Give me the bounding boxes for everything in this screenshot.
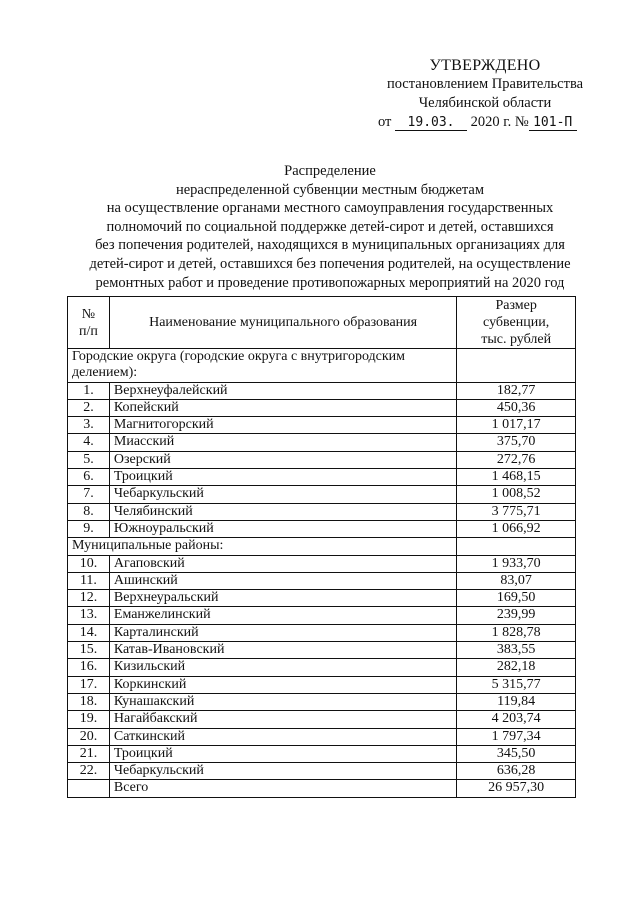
row-name: Миасский — [109, 434, 456, 451]
row-number: 4. — [68, 434, 110, 451]
section-empty-cell — [457, 349, 576, 383]
decree-number: 101-П — [529, 116, 577, 131]
row-name: Катав-Ивановский — [109, 642, 456, 659]
table-row — [68, 745, 576, 762]
row-number: 14. — [68, 624, 110, 641]
section2-rows — [68, 555, 576, 780]
document-title — [60, 162, 600, 292]
row-value: 5 315,77 — [457, 676, 576, 693]
row-value: 1 797,34 — [457, 728, 576, 745]
row-number: 7. — [68, 486, 110, 503]
approved-heading: УТВЕРЖДЕНО — [429, 57, 541, 74]
title-line-5: без попечения родителей, находящихся в муниципальных организациях для — [95, 237, 565, 254]
row-name: Южноуральский — [109, 520, 456, 537]
table-row — [68, 486, 576, 503]
table-row — [68, 590, 576, 607]
header-value-line-1: Размер — [495, 298, 537, 313]
row-value: 1 008,52 — [457, 486, 576, 503]
table-row — [68, 711, 576, 728]
row-name: Верхнеуфалейский — [109, 382, 456, 399]
row-name: Нагайбакский — [109, 711, 456, 728]
table-row — [68, 555, 576, 572]
section-label: Муниципальные районы: — [68, 538, 457, 555]
row-value: 1 066,92 — [457, 520, 576, 537]
header-name: Наименование муниципального образования — [109, 297, 456, 349]
table-row — [68, 520, 576, 537]
header-value-line-2: субвенции, — [483, 315, 550, 330]
row-name: Агаповский — [109, 555, 456, 572]
header-number-line-2: п/п — [79, 323, 98, 339]
row-name: Кизильский — [109, 659, 456, 676]
table-row — [68, 607, 576, 624]
row-value: 182,77 — [457, 382, 576, 399]
row-name: Карталинский — [109, 624, 456, 641]
table-row — [68, 676, 576, 693]
approval-stamp — [360, 56, 610, 132]
row-number: 9. — [68, 520, 110, 537]
table-row — [68, 624, 576, 641]
row-value: 1 468,15 — [457, 469, 576, 486]
row-number: 11. — [68, 572, 110, 589]
section-label: Городские округа (городские округа с внутригородским делением): — [68, 349, 457, 383]
row-number: 19. — [68, 711, 110, 728]
total-row — [68, 780, 576, 797]
section-empty-cell — [457, 538, 576, 555]
row-number: 17. — [68, 676, 110, 693]
from-label: от — [378, 114, 392, 130]
row-number: 16. — [68, 659, 110, 676]
section1-rows — [68, 382, 576, 538]
table-row — [68, 763, 576, 780]
row-name: Челябинский — [109, 503, 456, 520]
header-value-line-3: тыс. рублей — [481, 332, 552, 347]
row-number: 18. — [68, 693, 110, 710]
row-value: 272,76 — [457, 451, 576, 468]
row-number: 6. — [68, 469, 110, 486]
section-municipal-districts — [68, 538, 576, 555]
row-number: 8. — [68, 503, 110, 520]
total-label: Всего — [109, 780, 456, 797]
row-name: Чебаркульский — [109, 763, 456, 780]
row-value: 83,07 — [457, 572, 576, 589]
row-name: Еманжелинский — [109, 607, 456, 624]
header-number — [68, 297, 110, 349]
table-row — [68, 728, 576, 745]
row-value: 450,36 — [457, 399, 576, 416]
year-label: 2020 г. № — [470, 114, 529, 130]
row-number: 21. — [68, 745, 110, 762]
row-number: 2. — [68, 399, 110, 416]
approval-line-2: Челябинской области — [418, 95, 552, 111]
row-value: 1 933,70 — [457, 555, 576, 572]
row-name: Верхнеуральский — [109, 590, 456, 607]
table-header-row — [68, 297, 576, 349]
row-name: Магнитогорский — [109, 417, 456, 434]
header-number-line-1: № — [81, 306, 96, 322]
title-line-7: ремонтных работ и проведение противопожарных мероприятий на 2020 год — [95, 274, 565, 291]
row-name: Троицкий — [109, 745, 456, 762]
table-row — [68, 503, 576, 520]
section-urban-districts — [68, 349, 576, 383]
row-value: 169,50 — [457, 590, 576, 607]
row-value: 4 203,74 — [457, 711, 576, 728]
table-row — [68, 693, 576, 710]
row-value: 383,55 — [457, 642, 576, 659]
row-number: 15. — [68, 642, 110, 659]
row-value: 119,84 — [457, 693, 576, 710]
decree-date: 19.03. — [395, 116, 467, 131]
row-value: 1 828,78 — [457, 624, 576, 641]
total-value: 26 957,30 — [457, 780, 576, 797]
table-row — [68, 434, 576, 451]
table-row — [68, 399, 576, 416]
row-value: 239,99 — [457, 607, 576, 624]
table-row — [68, 382, 576, 399]
title-line-6: детей-сирот и детей, оставшихся без попечения родителей, на осуществление — [89, 255, 571, 272]
row-value: 1 017,17 — [457, 417, 576, 434]
decree-reference — [360, 113, 610, 132]
row-value: 375,70 — [457, 434, 576, 451]
title-line-1: Распределение — [284, 163, 376, 179]
row-number: 22. — [68, 763, 110, 780]
header-value — [457, 297, 576, 349]
row-number: 20. — [68, 728, 110, 745]
row-number: 10. — [68, 555, 110, 572]
row-number: 13. — [68, 607, 110, 624]
row-name: Коркинский — [109, 676, 456, 693]
title-line-3: на осуществление органами местного самоуправления государственных — [106, 200, 554, 217]
row-name: Троицкий — [109, 469, 456, 486]
table-row — [68, 417, 576, 434]
table-row — [68, 572, 576, 589]
row-value: 345,50 — [457, 745, 576, 762]
title-line-4: полномочий по социальной поддержке детей-сирот и детей, оставшихся — [106, 218, 554, 235]
row-value: 282,18 — [457, 659, 576, 676]
table-row — [68, 642, 576, 659]
row-value: 3 775,71 — [457, 503, 576, 520]
title-line-2: нераспределенной субвенции местным бюджетам — [175, 181, 485, 198]
total-number-cell — [68, 780, 110, 797]
row-name: Копейский — [109, 399, 456, 416]
row-number: 5. — [68, 451, 110, 468]
row-number: 12. — [68, 590, 110, 607]
table-row — [68, 469, 576, 486]
row-name: Чебаркульский — [109, 486, 456, 503]
table-row — [68, 451, 576, 468]
row-number: 1. — [68, 382, 110, 399]
row-name: Саткинский — [109, 728, 456, 745]
table-row — [68, 659, 576, 676]
row-number: 3. — [68, 417, 110, 434]
subsidy-table — [67, 296, 576, 798]
row-name: Озерский — [109, 451, 456, 468]
approval-line-1: постановлением Правительства — [386, 76, 584, 92]
row-name: Кунашакский — [109, 693, 456, 710]
row-value: 636,28 — [457, 763, 576, 780]
row-name: Ашинский — [109, 572, 456, 589]
